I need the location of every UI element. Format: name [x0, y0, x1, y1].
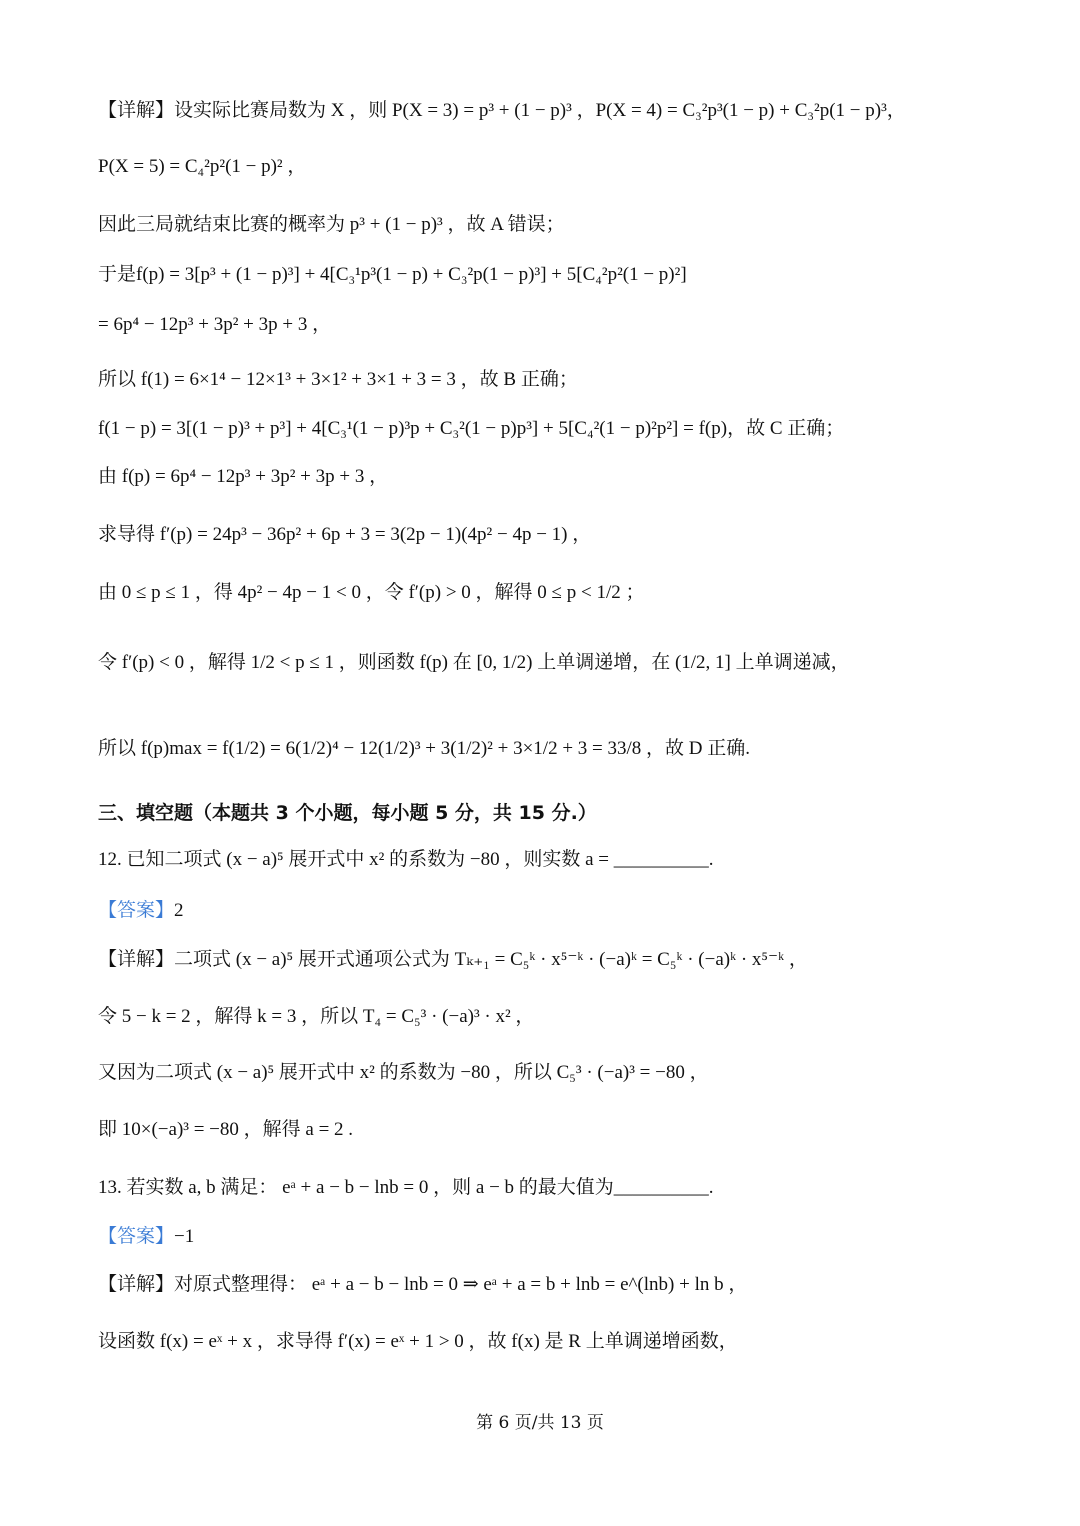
question-12-stem: 12. 已知二项式 (x − a)⁵ 展开式中 x² 的系数为 −80 ，则实数 a = __________.	[98, 849, 714, 870]
solution-11-line-12: 所以 f(p)max = f(1/2) = 6(1/2)⁴ − 12(1/2)³ + 3(1/2)² + 3×1/2 + 3 = 33/8 ，故 D 正确.	[98, 738, 751, 759]
answer-tag: 【答案】	[98, 900, 175, 921]
solution-11-line-3: 因此三局就结束比赛的概率为 p³ + (1 − p)³ ，故 A 错误；	[98, 214, 565, 235]
question-13-answer	[98, 1222, 1040, 1252]
solution-11-line-9: 求导得 f′(p) = 24p³ − 36p² + 6p + 3 = 3(2p − 1)(4p² − 4p − 1) ，	[98, 524, 592, 545]
question-12-detail-4: 即 10×(−a)³ = −80 ，解得 a = 2 .	[98, 1119, 354, 1140]
answer-tag: 【答案】	[98, 1226, 175, 1247]
question-13-detail-1: 【详解】对原式整理得： eᵃ + a − b − lnb = 0 ⇒ eᵃ + a = b + lnb = e^(lnb) + ln b ，	[98, 1274, 748, 1295]
solution-11-line-4: 于是f(p) = 3[p³ + (1 − p)³] + 4[C₃¹p³(1 − p) + C₃²p(1 − p)³] + 5[C₄²p²(1 − p)²]	[98, 264, 687, 285]
solution-11-line-7: f(1 − p) = 3[(1 − p)³ + p³] + 4[C₃¹(1 − p)³p + C₃²(1 − p)p³] + 5[C₄²(1 − p)²p²] = f(p)，故 C 正确；	[98, 418, 845, 439]
section-three-heading: 三、填空题（本题共 3 个小题，每小题 5 分，共 15 分.）	[98, 802, 597, 824]
answer-value: 2	[174, 900, 184, 921]
solution-11-detail-line-1: 【详解】设实际比赛局数为 X ，则 P(X = 3) = p³ + (1 − p)³ ，P(X = 4) = C₃²p³(1 − p) + C₃²p(1 − p)³，	[98, 100, 906, 121]
page-footer: 第 6 页/共 13 页	[476, 1413, 604, 1433]
question-13-detail-2: 设函数 f(x) = eˣ + x ，求导得 f′(x) = eˣ + 1 > 0 ，故 f(x) 是 R 上单调递增函数，	[98, 1331, 738, 1352]
question-12-answer	[98, 896, 1040, 926]
solution-11-line-11: 令 f′(p) < 0 ，解得 1/2 < p ≤ 1 ，则函数 f(p) 在 [0, 1/2) 上单调递增，在 (1/2, 1] 上单调递减，	[98, 652, 850, 673]
solution-11-line-2: P(X = 5) = C₄²p²(1 − p)² ，	[98, 156, 307, 177]
question-12-detail-2: 令 5 − k = 2 ，解得 k = 3 ，所以 T₄ = C₅³ · (−a)³ · x² ，	[98, 1006, 535, 1027]
question-12-detail-3: 又因为二项式 (x − a)⁵ 展开式中 x² 的系数为 −80 ，所以 C₅³ · (−a)³ = −80 ，	[98, 1062, 709, 1083]
answer-value: −1	[174, 1226, 195, 1247]
solution-11-line-8: 由 f(p) = 6p⁴ − 12p³ + 3p² + 3p + 3 ，	[98, 466, 389, 487]
solution-11-line-5: = 6p⁴ − 12p³ + 3p² + 3p + 3 ，	[98, 314, 332, 335]
solution-11-line-6: 所以 f(1) = 6×1⁴ − 12×1³ + 3×1² + 3×1 + 3 = 3 ，故 B 正确；	[98, 369, 578, 390]
question-13-stem: 13. 若实数 a, b 满足： eᵃ + a − b − lnb = 0 ，则 a − b 的最大值为__________.	[98, 1177, 714, 1198]
solution-11-line-10: 由 0 ≤ p ≤ 1 ，得 4p² − 4p − 1 < 0 ，令 f′(p) > 0 ，解得 0 ≤ p < 1/2 ；	[98, 582, 645, 603]
question-12-detail-1: 【详解】二项式 (x − a)⁵ 展开式通项公式为 Tₖ₊₁ = C₅ᵏ · x⁵⁻ᵏ · (−a)ᵏ = C₅ᵏ · (−a)ᵏ · x⁵⁻ᵏ ，	[98, 949, 808, 970]
